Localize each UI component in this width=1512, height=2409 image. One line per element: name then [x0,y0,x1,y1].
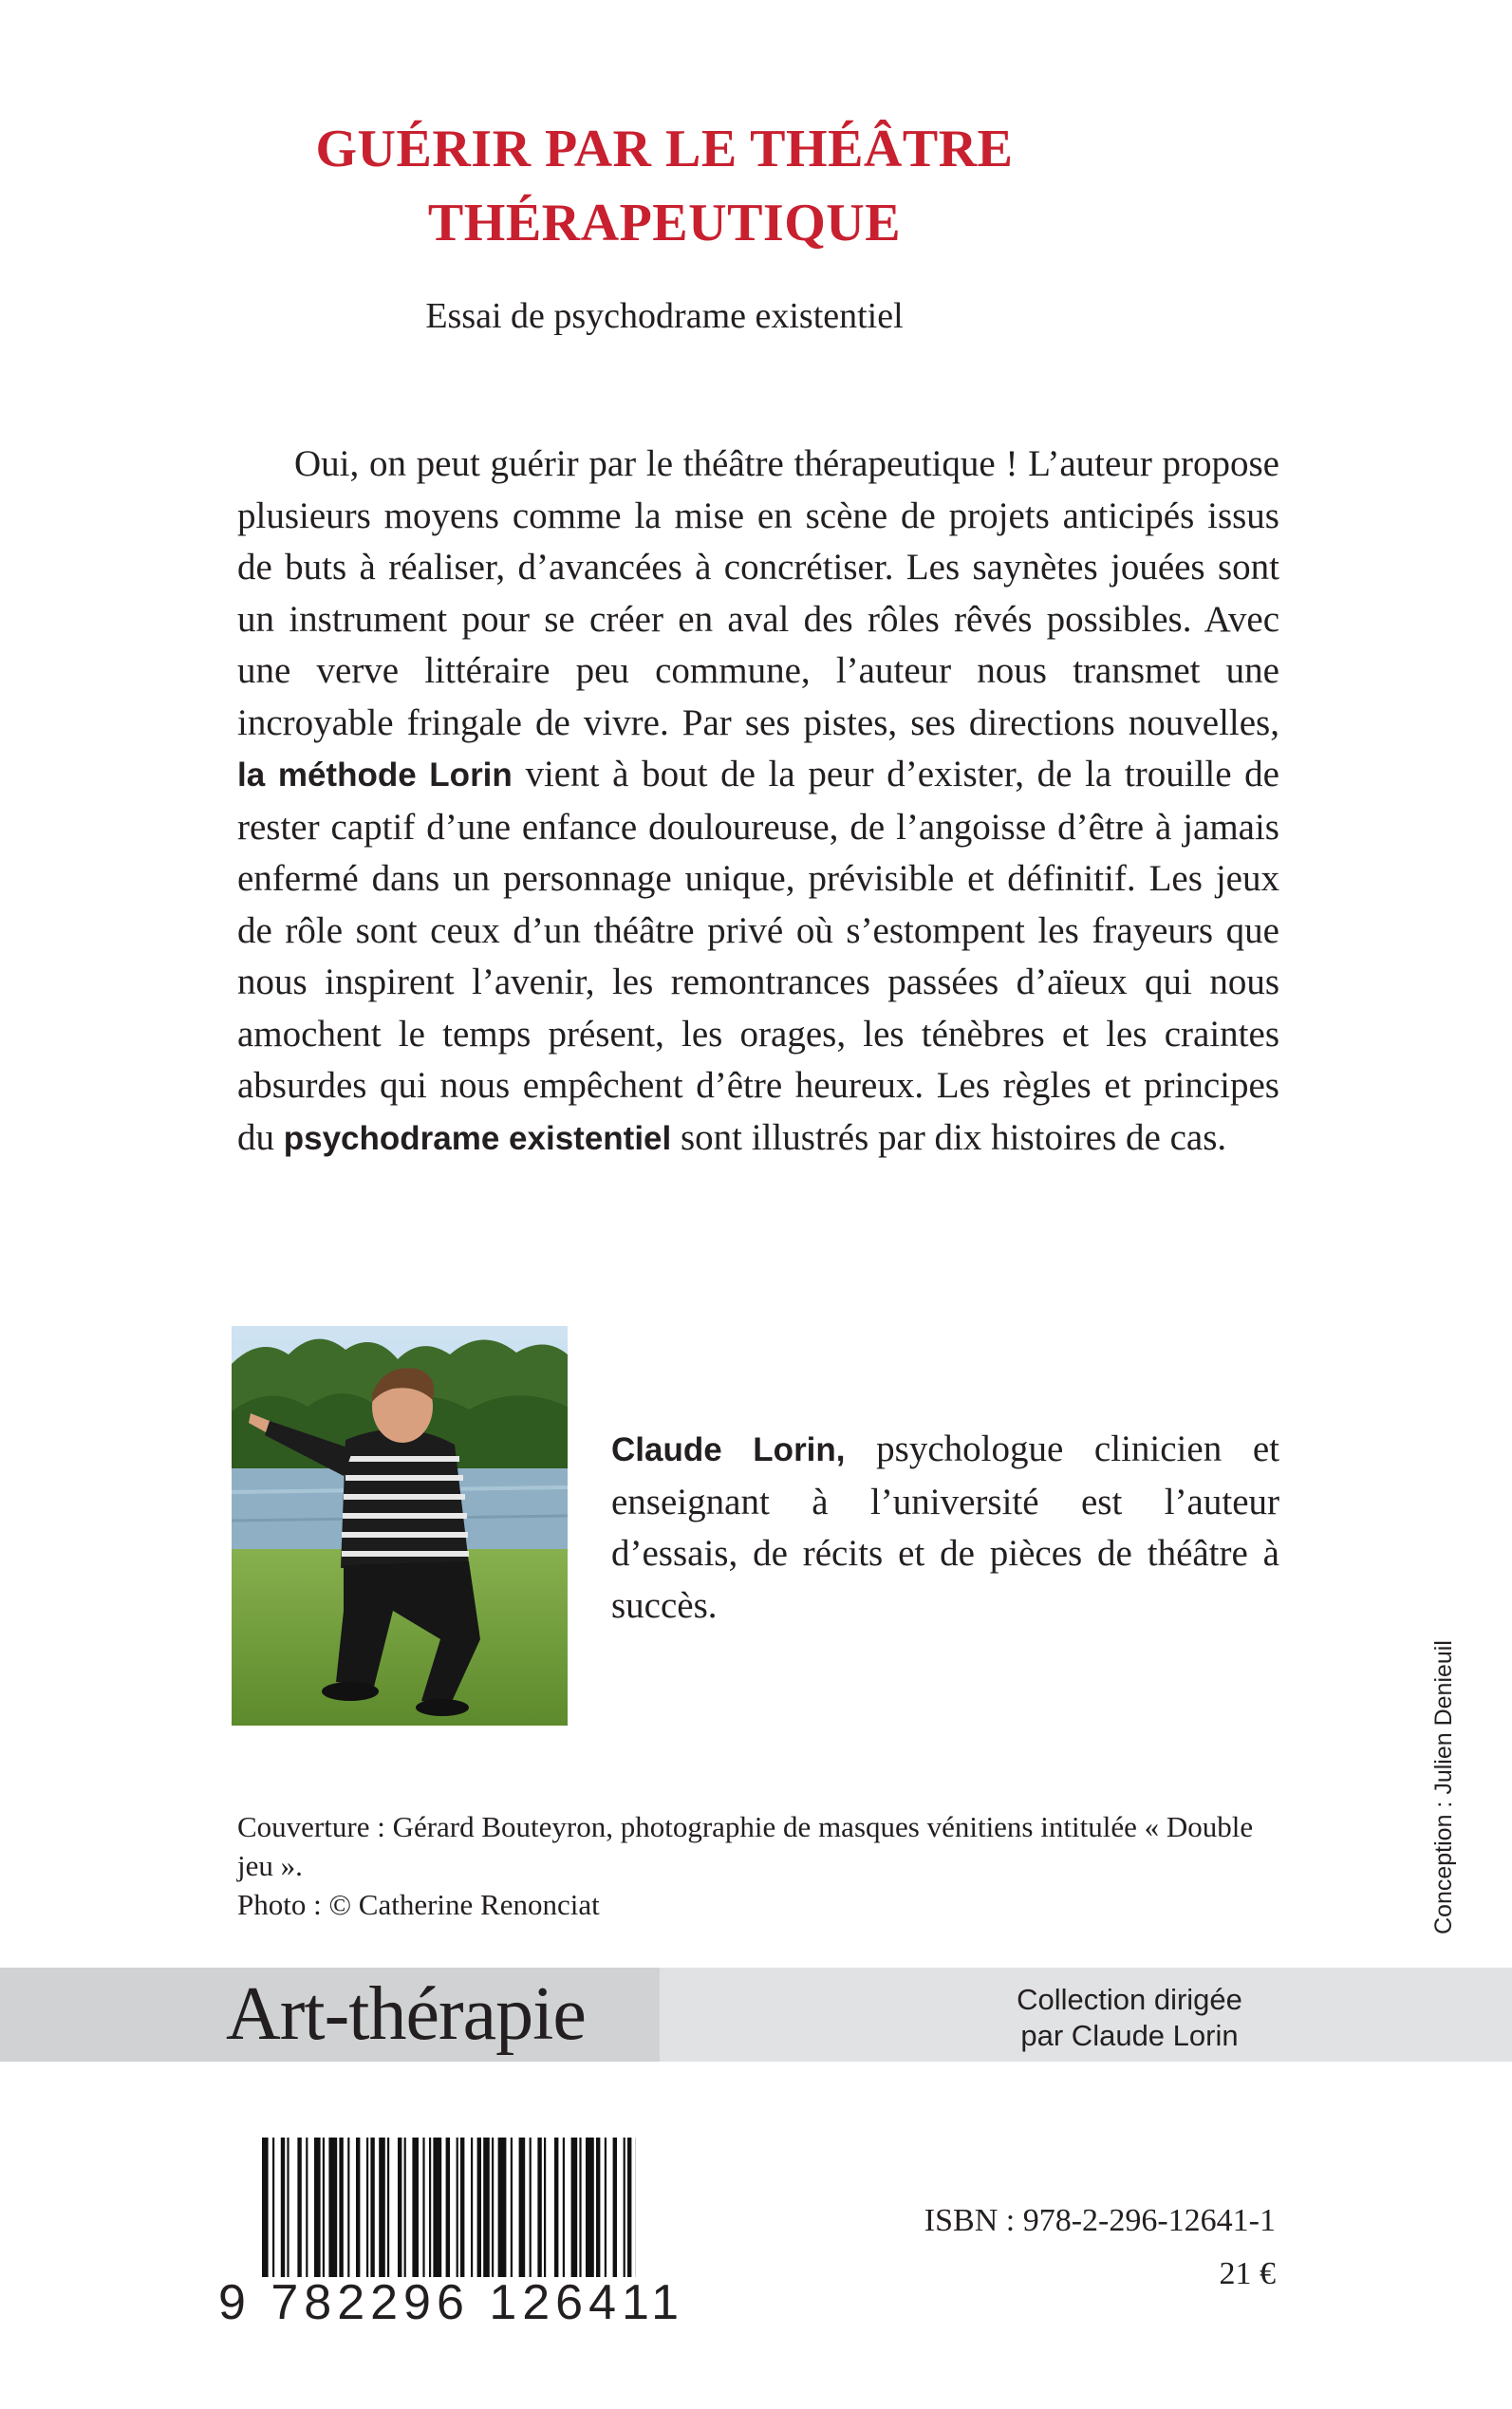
barcode-bar [339,2138,343,2277]
barcode-bar [596,2138,600,2277]
barcode-bar [511,2138,513,2277]
barcode-bar [579,2138,581,2277]
barcode-bar [387,2138,389,2277]
barcode-bar [281,2138,285,2277]
barcode-bar [379,2138,385,2277]
barcode-bar [347,2138,349,2277]
barcode-bar [262,2138,269,2277]
barcode-bar [519,2138,526,2277]
barcode-bar [586,2138,594,2277]
barcode-bar [471,2138,473,2277]
barcode [262,2138,636,2277]
book-title-line-2: THÉRAPEUTIQUE [427,194,902,252]
barcode-bar [544,2138,546,2277]
barcode-bar [272,2138,274,2277]
author-photo [232,1326,568,1726]
barcode-bar [571,2138,578,2277]
barcode-bar [498,2138,507,2277]
book-subtitle: Essai de psychodrame existentiel [425,296,904,336]
barcode-bar [627,2138,631,2277]
author-photo-image [232,1326,568,1726]
barcode-bar [537,2138,541,2277]
book-title [237,112,1092,260]
barcode-bar [433,2138,441,2277]
cover-credit: Couverture : Gérard Bouteyron, photographie de masques vénitiens intitulée « Double jeu ». [237,1810,1254,1882]
barcode-bar [613,2138,617,2277]
collection-line-1: Collection dirigée [1017,1983,1242,2016]
barcode-bar [446,2138,450,2277]
barcode-bar [492,2138,494,2277]
barcode-bar [297,2138,301,2277]
barcode-bar [370,2138,374,2277]
barcode-bar [460,2138,464,2277]
photo-credit: Photo : © Catherine Renonciat [237,1888,600,1921]
barcode-bar [605,2138,607,2277]
blurb-text-1: Oui, on peut guérir par le théâtre thérapeutique ! L’auteur propose plusieurs moyens comme la mise en scène de projets anticipés issus de buts à réaliser, d’avancées à concrétiser. Les saynètes jouées sont un instrument pour se créer en aval des rôles rêvés possibles. Avec une verve littéraire peu commune, l’auteur nous transmet une incroyable fringale de vivre. Par ses pistes, ses directions nouvelles, [237,443,1279,743]
barcode-bar [287,2138,289,2277]
price: 21 € [1219,2256,1276,2291]
barcode-bar [323,2138,325,2277]
barcode-bar [366,2138,368,2277]
barcode-bar [457,2138,458,2277]
blurb-text-2: vient à bout de la peur d’exister, de la trouille de rester captif d’une enfance douloureuse, de l’angoisse d’être à jamais enfermé dans un personnage unique, prévisible et définitif. Les jeux de rôle sont ceux d’un théâtre privé où s’estompent les frayeurs que nous inspirent l’avenir, les remontrances passées d’aïeux qui nous amochent le temps présent, les orages, les ténèbres et les craintes absurdes qui nous empêchent d’être heureux. Les règles et principes du [237,754,1279,1158]
isbn: ISBN : 978-2-296-12641-1 [924,2203,1276,2238]
barcode-bar [530,2138,532,2277]
barcode-bar [554,2138,558,2277]
barcode-bar [624,2138,625,2277]
book-title-line-1: GUÉRIR PAR LE THÉÂTRE [315,120,1014,178]
collection-editor [978,1982,1281,2054]
blurb-bold-psychodrame: psychodrame existentiel [283,1119,672,1157]
barcode-bar [398,2138,401,2277]
credits [237,1807,1279,1924]
barcode-bar [306,2138,308,2277]
barcode-bar [412,2138,419,2277]
barcode-bar [477,2138,481,2277]
barcode-bar [314,2138,321,2277]
barcode-bar [404,2138,406,2277]
author-name: Claude Lorin, [611,1431,846,1468]
author-bio [611,1424,1279,1632]
blurb-text-3: sont illustrés par dix histoires de cas. [671,1116,1227,1158]
series-name: Art-thérapie [226,1972,586,2056]
barcode-bar [483,2138,490,2277]
barcode-digits: 9 782296 126411 [218,2275,684,2330]
barcode-bar [429,2138,431,2277]
author-bio-text: psychologue clinicien et enseignant à l’université est l’auteur d’essais, de récits et de pièces de théâtre à succès. [611,1429,1279,1626]
barcode-bar [422,2138,424,2277]
blurb-paragraph [237,439,1279,1165]
design-credit: Conception : Julien Denieuil [1430,1640,1457,1934]
blurb-bold-method: la méthode Lorin [237,756,513,794]
barcode-bar [328,2138,337,2277]
collection-line-2: par Claude Lorin [1020,2019,1239,2052]
barcode-bar [356,2138,360,2277]
barcode-bar [563,2138,565,2277]
